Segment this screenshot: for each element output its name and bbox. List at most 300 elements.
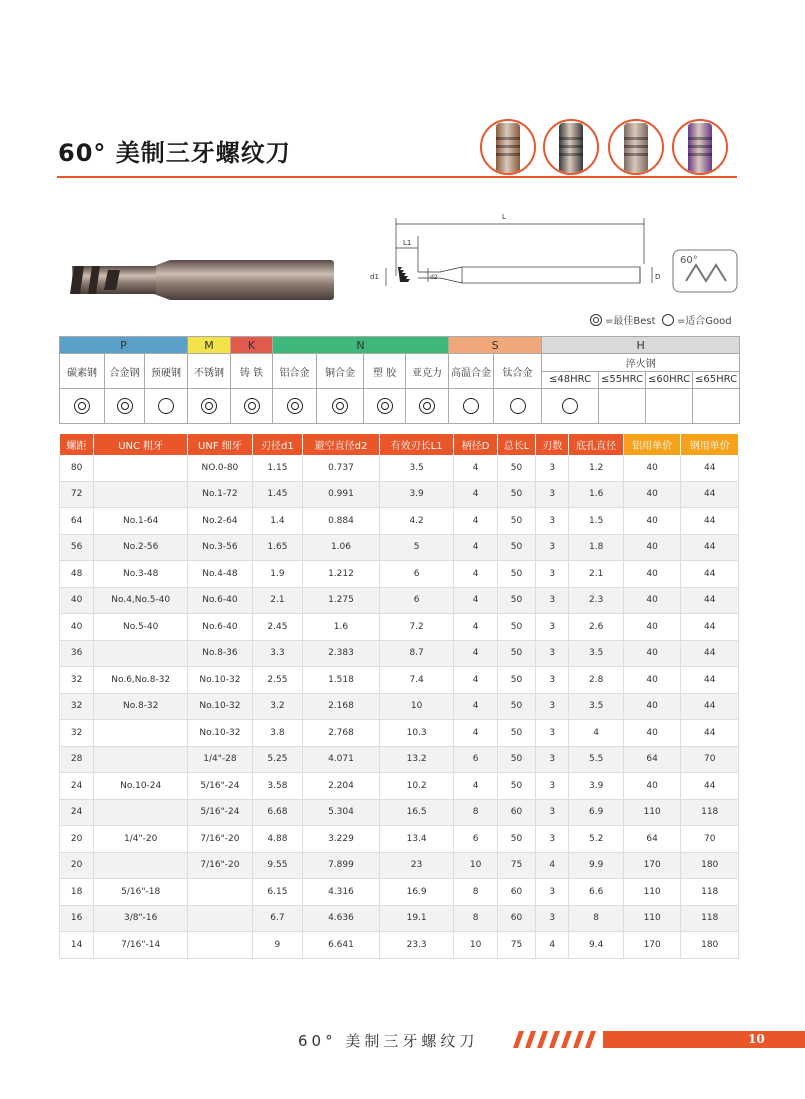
spec-cell: 3 (536, 614, 569, 641)
spec-cell: 110 (623, 799, 681, 826)
footer-bar (603, 1031, 805, 1048)
spec-cell: 50 (497, 455, 535, 481)
spec-cell: 28 (60, 746, 94, 773)
spec-cell: 3 (536, 905, 569, 932)
spec-cell: 50 (497, 508, 535, 535)
rating-cell (317, 389, 364, 424)
rating-cell (145, 389, 188, 424)
spec-cell: 7.899 (303, 852, 380, 879)
spec-cell: No.5-40 (94, 614, 188, 641)
spec-cell: 1.8 (569, 534, 623, 561)
best-rating-icon (377, 398, 393, 414)
spec-cell: 7/16"-20 (188, 826, 253, 853)
spec-cell: 72 (60, 481, 94, 508)
good-rating-icon (562, 398, 578, 414)
spec-cell: 50 (497, 614, 535, 641)
spec-cell: 2.768 (303, 720, 380, 747)
mat-superalloy: 高温合金 (449, 354, 494, 389)
spec-cell: 80 (60, 455, 94, 481)
spec-cell: 48 (60, 561, 94, 588)
spec-cell: 1.6 (303, 614, 380, 641)
spec-row (60, 481, 739, 508)
rating-cell (231, 389, 273, 424)
spec-cell: 44 (681, 561, 739, 588)
spec-cell: 6.9 (569, 799, 623, 826)
hrc-60: ≤60HRC (646, 371, 693, 389)
spec-cell: 4 (454, 773, 497, 800)
spec-cell: 10.2 (379, 773, 454, 800)
spec-cell: 50 (497, 561, 535, 588)
spec-cell: 13.2 (379, 746, 454, 773)
spec-cell: 3 (536, 508, 569, 535)
svg-text:d2: d2 (430, 274, 438, 281)
spec-row (60, 773, 739, 800)
spec-cell: 3 (536, 481, 569, 508)
spec-cell: 1.4 (252, 508, 302, 535)
spec-header-cell: 螺距 (60, 434, 94, 455)
spec-cell: 50 (497, 481, 535, 508)
spec-cell: 9.4 (569, 932, 623, 959)
svg-text:60°: 60° (680, 255, 698, 266)
good-rating-icon (662, 314, 674, 326)
spec-cell: 8 (454, 799, 497, 826)
spec-cell: 1/4"-28 (188, 746, 253, 773)
spec-cell: No.8-36 (188, 640, 253, 667)
spec-cell: 40 (60, 587, 94, 614)
spec-cell: 3 (536, 746, 569, 773)
spec-cell: 8 (454, 879, 497, 906)
spec-cell: 4 (454, 455, 497, 481)
hrc-55: ≤55HRC (599, 371, 646, 389)
spec-cell: 60 (497, 799, 535, 826)
spec-cell: 5/16"-18 (94, 879, 188, 906)
rating-cell (693, 389, 740, 424)
spec-row (60, 826, 739, 853)
spec-row (60, 561, 739, 588)
hrc-65: ≤65HRC (693, 371, 740, 389)
rating-cell (406, 389, 449, 424)
spec-cell (94, 720, 188, 747)
spec-cell: 50 (497, 746, 535, 773)
spec-cell: 10 (454, 852, 497, 879)
spec-cell: 4 (454, 614, 497, 641)
spec-cell: 3 (536, 826, 569, 853)
spec-cell: 50 (497, 534, 535, 561)
spec-cell: 40 (623, 508, 681, 535)
spec-row (60, 852, 739, 879)
spec-header-cell: 底孔直径 (569, 434, 623, 455)
spec-cell: 1.9 (252, 561, 302, 588)
spec-cell: 40 (623, 693, 681, 720)
spec-cell: 32 (60, 667, 94, 694)
rating-cell (599, 389, 646, 424)
spec-cell: 36 (60, 640, 94, 667)
spec-header-cell: 刃数 (536, 434, 569, 455)
material-group-row (60, 337, 740, 354)
title-underline (57, 176, 737, 178)
spec-cell: 75 (497, 932, 535, 959)
spec-header-cell: UNF 细牙 (188, 434, 253, 455)
spec-cell: 44 (681, 773, 739, 800)
material-sub-row (60, 354, 740, 372)
spec-cell: No.6,No.8-32 (94, 667, 188, 694)
footer-stripes (507, 1031, 607, 1048)
rating-cell (364, 389, 406, 424)
spec-cell: 3.2 (252, 693, 302, 720)
spec-cell: 2.6 (569, 614, 623, 641)
spec-cell: 8 (569, 905, 623, 932)
spec-cell: 2.1 (252, 587, 302, 614)
spec-cell: 60 (497, 905, 535, 932)
spec-cell: 24 (60, 773, 94, 800)
spec-cell: 50 (497, 640, 535, 667)
rating-cell (494, 389, 542, 424)
mat-titanium: 钛合金 (494, 354, 542, 389)
best-rating-icon (244, 398, 260, 414)
spec-cell: 50 (497, 720, 535, 747)
spec-cell: 9.55 (252, 852, 302, 879)
spec-cell: 44 (681, 667, 739, 694)
spec-cell: 50 (497, 773, 535, 800)
spec-cell: 4 (454, 720, 497, 747)
group-K: K (231, 337, 273, 354)
spec-row (60, 720, 739, 747)
spec-header-cell: 避空直径d2 (303, 434, 380, 455)
spec-cell (94, 455, 188, 481)
svg-text:L1: L1 (403, 239, 412, 247)
spec-cell: No.6-40 (188, 614, 253, 641)
spec-row (60, 455, 739, 481)
spec-cell: 3.9 (569, 773, 623, 800)
spec-cell: 44 (681, 720, 739, 747)
spec-cell: 50 (497, 667, 535, 694)
spec-cell: 64 (623, 826, 681, 853)
spec-cell: 4 (536, 852, 569, 879)
spec-table (59, 434, 739, 959)
spec-cell: No.10-24 (94, 773, 188, 800)
spec-cell: 8.7 (379, 640, 454, 667)
spec-cell: 40 (623, 455, 681, 481)
spec-cell: 40 (623, 773, 681, 800)
spec-cell: 40 (623, 534, 681, 561)
spec-cell: 44 (681, 640, 739, 667)
mat-prehardened-steel: 预硬钢 (145, 354, 188, 389)
spec-cell: 4 (454, 640, 497, 667)
footer-title: 60° 美制三牙螺纹刀 (298, 1032, 479, 1050)
spec-cell: No.2-56 (94, 534, 188, 561)
spec-cell: 18 (60, 879, 94, 906)
spec-cell: 50 (497, 693, 535, 720)
spec-row (60, 614, 739, 641)
spec-cell: 3 (536, 693, 569, 720)
spec-cell: 10 (454, 932, 497, 959)
hrc-48: ≤48HRC (542, 371, 599, 389)
spec-cell: 44 (681, 614, 739, 641)
coating-image-3 (608, 119, 664, 175)
spec-row (60, 587, 739, 614)
spec-cell: 6.6 (569, 879, 623, 906)
mat-aluminum: 铝合金 (273, 354, 317, 389)
spec-cell: 118 (681, 799, 739, 826)
best-rating-icon (419, 398, 435, 414)
spec-cell: 10 (379, 693, 454, 720)
spec-cell: 4 (454, 561, 497, 588)
spec-cell: No.10-32 (188, 720, 253, 747)
spec-cell: 16.9 (379, 879, 454, 906)
spec-cell: 5.304 (303, 799, 380, 826)
dimension-drawing (366, 206, 666, 296)
best-rating-icon (590, 314, 602, 326)
spec-header-cell: 铝用单价 (623, 434, 681, 455)
spec-cell: 110 (623, 879, 681, 906)
spec-cell: No.1-72 (188, 481, 253, 508)
spec-cell: 40 (623, 614, 681, 641)
spec-cell: 170 (623, 932, 681, 959)
spec-cell: 40 (60, 614, 94, 641)
spec-cell: 75 (497, 852, 535, 879)
spec-cell: 1.6 (569, 481, 623, 508)
best-rating-icon (332, 398, 348, 414)
spec-cell: 60 (497, 879, 535, 906)
spec-cell: 2.1 (569, 561, 623, 588)
spec-cell: 4 (454, 587, 497, 614)
spec-cell: 50 (497, 826, 535, 853)
spec-cell: 23.3 (379, 932, 454, 959)
spec-cell: 3/8"-16 (94, 905, 188, 932)
spec-cell: 4.316 (303, 879, 380, 906)
spec-cell: 10.3 (379, 720, 454, 747)
spec-cell: 32 (60, 720, 94, 747)
spec-cell: 44 (681, 481, 739, 508)
spec-cell: 2.8 (569, 667, 623, 694)
group-N: N (273, 337, 449, 354)
good-rating-icon (510, 398, 526, 414)
spec-cell: 1.45 (252, 481, 302, 508)
page-title: 60° 美制三牙螺纹刀 (58, 139, 291, 167)
spec-cell: 40 (623, 640, 681, 667)
spec-cell: 6 (379, 561, 454, 588)
spec-cell: 44 (681, 587, 739, 614)
spec-cell: 4 (536, 932, 569, 959)
spec-cell: 3 (536, 455, 569, 481)
spec-cell: 5 (379, 534, 454, 561)
spec-cell: 3.5 (569, 640, 623, 667)
group-H: H (542, 337, 740, 354)
spec-cell: No.10-32 (188, 667, 253, 694)
spec-cell: 3.5 (569, 693, 623, 720)
spec-cell: No.3-48 (94, 561, 188, 588)
spec-cell: No.1-64 (94, 508, 188, 535)
rating-cell (60, 389, 105, 424)
spec-cell: 3 (536, 640, 569, 667)
spec-cell: 7/16"-20 (188, 852, 253, 879)
spec-cell: 7.2 (379, 614, 454, 641)
spec-header-cell: 钢用单价 (681, 434, 739, 455)
spec-row (60, 667, 739, 694)
spec-cell: 5/16"-24 (188, 773, 253, 800)
spec-cell: 1.2 (569, 455, 623, 481)
spec-cell: 180 (681, 852, 739, 879)
group-M: M (188, 337, 231, 354)
spec-cell: 3 (536, 720, 569, 747)
spec-cell: 6.7 (252, 905, 302, 932)
spec-cell: 40 (623, 720, 681, 747)
mat-stainless: 不锈钢 (188, 354, 231, 389)
spec-cell: 4 (454, 481, 497, 508)
spec-cell: No.2-64 (188, 508, 253, 535)
spec-cell (94, 640, 188, 667)
spec-cell: 44 (681, 508, 739, 535)
spec-cell: 4 (454, 667, 497, 694)
spec-cell: 5.2 (569, 826, 623, 853)
spec-cell: 5.5 (569, 746, 623, 773)
mat-copper: 铜合金 (317, 354, 364, 389)
spec-cell: 118 (681, 879, 739, 906)
spec-cell: 1/4"-20 (94, 826, 188, 853)
spec-cell: 40 (623, 587, 681, 614)
spec-cell: No.3-56 (188, 534, 253, 561)
spec-cell: 32 (60, 693, 94, 720)
spec-cell: 1.275 (303, 587, 380, 614)
spec-row (60, 693, 739, 720)
spec-row (60, 799, 739, 826)
spec-cell: 2.55 (252, 667, 302, 694)
group-P: P (60, 337, 188, 354)
spec-cell: 4.88 (252, 826, 302, 853)
spec-cell: 1.518 (303, 667, 380, 694)
spec-cell: 56 (60, 534, 94, 561)
spec-cell: 6 (379, 587, 454, 614)
rating-legend (590, 312, 732, 327)
spec-cell: 3.9 (379, 481, 454, 508)
good-rating-icon (158, 398, 174, 414)
spec-cell: 3.5 (379, 455, 454, 481)
spec-cell (94, 799, 188, 826)
spec-cell (188, 932, 253, 959)
material-table (59, 336, 740, 424)
spec-header-cell: 柄径D (454, 434, 497, 455)
spec-cell (188, 905, 253, 932)
spec-cell: No.10-32 (188, 693, 253, 720)
spec-cell: 9.9 (569, 852, 623, 879)
spec-cell: 2.383 (303, 640, 380, 667)
rating-cell (188, 389, 231, 424)
spec-cell: 5.25 (252, 746, 302, 773)
rating-cell (273, 389, 317, 424)
mat-carbon-steel: 碳素钢 (60, 354, 105, 389)
spec-cell: 40 (623, 481, 681, 508)
spec-cell: 0.884 (303, 508, 380, 535)
spec-cell: 9 (252, 932, 302, 959)
spec-cell (94, 746, 188, 773)
spec-cell: 6.68 (252, 799, 302, 826)
spec-cell: 1.212 (303, 561, 380, 588)
spec-cell: 44 (681, 534, 739, 561)
spec-cell (188, 879, 253, 906)
spec-cell: 3 (536, 561, 569, 588)
svg-text:d1: d1 (370, 273, 379, 281)
spec-row (60, 879, 739, 906)
spec-cell: 4.636 (303, 905, 380, 932)
spec-cell: 110 (623, 905, 681, 932)
rating-cell (542, 389, 599, 424)
spec-cell: 3 (536, 534, 569, 561)
spec-cell: 4 (569, 720, 623, 747)
spec-cell: 64 (60, 508, 94, 535)
spec-cell: 4 (454, 508, 497, 535)
legend-good: =适合Good (676, 316, 732, 327)
spec-row (60, 534, 739, 561)
spec-row (60, 508, 739, 535)
spec-cell: 40 (623, 561, 681, 588)
spec-cell: 4 (454, 693, 497, 720)
spec-cell: 70 (681, 826, 739, 853)
spec-row (60, 932, 739, 959)
svg-text:D: D (655, 273, 661, 281)
spec-cell (94, 481, 188, 508)
coating-image-4 (672, 119, 728, 175)
spec-cell: 1.65 (252, 534, 302, 561)
mat-hardened-steel: 淬火钢 (542, 354, 740, 372)
mat-acrylic: 亚克力 (406, 354, 449, 389)
spec-cell: 19.1 (379, 905, 454, 932)
spec-row (60, 746, 739, 773)
spec-cell: 6 (454, 826, 497, 853)
spec-cell: 3.229 (303, 826, 380, 853)
spec-header-cell: 刃径d1 (252, 434, 302, 455)
spec-cell: No.4-48 (188, 561, 253, 588)
spec-header-cell: 总长L (497, 434, 535, 455)
spec-cell: 20 (60, 826, 94, 853)
spec-cell: No.4,No.5-40 (94, 587, 188, 614)
spec-cell: 2.204 (303, 773, 380, 800)
mat-cast-iron: 铸 铁 (231, 354, 273, 389)
thread-angle-icon (672, 249, 738, 293)
spec-cell: 118 (681, 905, 739, 932)
spec-cell: 14 (60, 932, 94, 959)
best-rating-icon (117, 398, 133, 414)
mat-plastic: 塑 胶 (364, 354, 406, 389)
spec-header-cell: UNC 粗牙 (94, 434, 188, 455)
spec-cell: 3 (536, 587, 569, 614)
spec-cell: No.8-32 (94, 693, 188, 720)
rating-cell (646, 389, 693, 424)
spec-cell: 23 (379, 852, 454, 879)
spec-cell (94, 852, 188, 879)
spec-cell: 1.06 (303, 534, 380, 561)
spec-header-cell: 有效刃长L1 (379, 434, 454, 455)
spec-cell: 4.2 (379, 508, 454, 535)
svg-text:L: L (502, 213, 506, 221)
spec-cell: 2.168 (303, 693, 380, 720)
spec-cell: 8 (454, 905, 497, 932)
spec-cell: 20 (60, 852, 94, 879)
spec-cell: 64 (623, 746, 681, 773)
coating-image-2 (543, 119, 599, 175)
spec-cell: 40 (623, 667, 681, 694)
spec-cell: 1.15 (252, 455, 302, 481)
mat-alloy-steel: 合金钢 (105, 354, 145, 389)
spec-cell: 44 (681, 693, 739, 720)
spec-cell: 44 (681, 455, 739, 481)
spec-cell: 180 (681, 932, 739, 959)
spec-cell: NO.0-80 (188, 455, 253, 481)
spec-cell: 70 (681, 746, 739, 773)
best-rating-icon (287, 398, 303, 414)
spec-cell: 13.4 (379, 826, 454, 853)
rating-row (60, 389, 740, 424)
spec-cell: 0.991 (303, 481, 380, 508)
